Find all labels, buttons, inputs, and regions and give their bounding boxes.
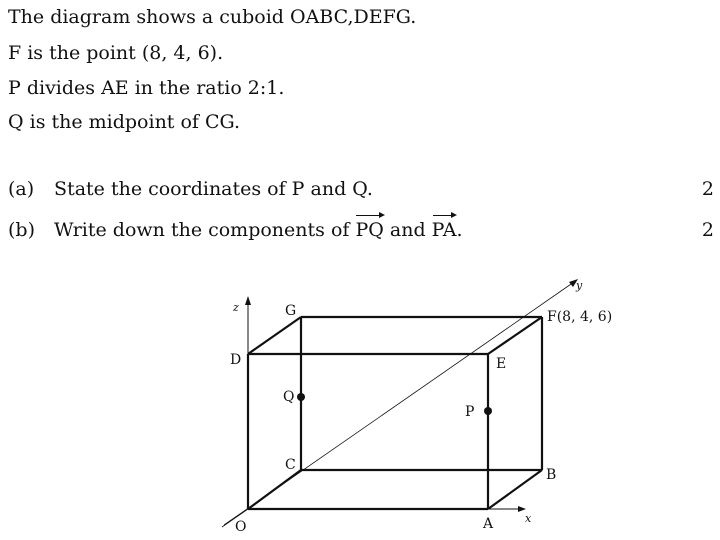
label-B: B [546,467,557,483]
label-F: F(8, 4, 6) [547,309,613,325]
x-axis-label: x [525,512,532,525]
z-axis-label: z [233,301,239,314]
intro-line-3: P divides AE in the ratio 2:1. [8,77,285,99]
intro-line-4: Q is the midpoint of CG. [8,111,241,133]
part-a-marks: 2 [701,178,714,200]
label-E: E [496,356,507,372]
vector-pa: PA [431,219,457,241]
label-D: D [230,352,242,368]
point-p-dot [484,407,492,415]
intro-line-2: F is the point (8, 4, 6). [8,42,224,64]
label-O: O [235,519,247,535]
part-b-and: and [389,219,426,241]
label-C: C [285,457,296,473]
part-b-period: . [456,219,463,241]
edge-CO [248,470,301,509]
label-G: G [285,303,297,319]
part-a-text: State the coordinates of P and Q. [54,178,373,200]
part-b-text: Write down the components of [54,219,350,241]
point-q-dot [297,393,305,401]
z-axis-arrow [245,296,251,305]
part-b-marks: 2 [701,219,714,241]
label-P: P [465,404,475,420]
part-a-label: (a) [8,178,35,200]
edge-AB [488,470,542,509]
y-axis-label: y [576,279,583,292]
label-A: A [483,516,494,532]
intro-line-1: The diagram shows a cuboid OABC,DEFG. [8,6,417,28]
edge-GD [248,317,301,354]
part-b-label: (b) [8,219,35,241]
vector-pq: PQ [355,219,384,241]
label-Q: Q [283,389,295,405]
